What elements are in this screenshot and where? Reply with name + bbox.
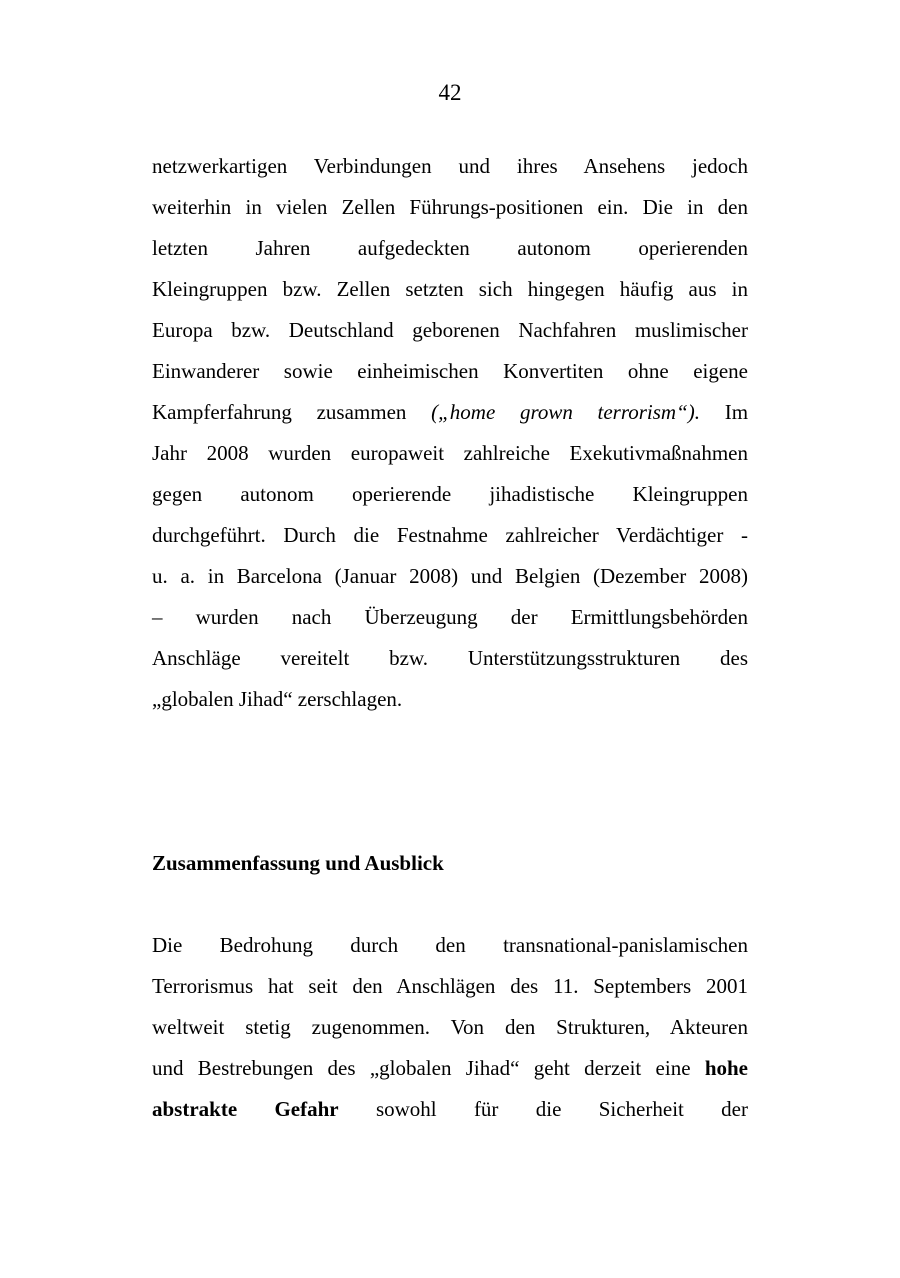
text-line: „globalen Jihad“ zerschlagen. (152, 687, 403, 711)
text-segment: Im (724, 400, 749, 424)
text-line: durchgeführt. Durch die Festnahme zahlreicher Verdächtiger - (152, 523, 748, 547)
text-line: weiterhin in vielen Zellen Führungs-positionen ein. Die in den (152, 195, 748, 219)
text-line: – wurden nach Überzeugung der Ermittlungsbehörden (152, 605, 748, 629)
text-line: Die Bedrohung durch den transnational-panislamischen (152, 933, 748, 957)
text-line: Einwanderer sowie einheimischen Konvertiten ohne eigene (152, 359, 748, 383)
bold-term: hohe (704, 1056, 749, 1080)
text-line: gegen autonom operierende jihadistische Kleingruppen (152, 482, 748, 506)
text-line: Anschläge vereitelt bzw. Unterstützungsstrukturen des (152, 646, 748, 670)
text-line: Terrorismus hat seit den Anschlägen des 11. Septembers 2001 (152, 974, 748, 998)
text-line: netzwerkartigen Verbindungen und ihres Ansehens jedoch (152, 154, 748, 178)
bold-term: abstrakte Gefahr (152, 1097, 339, 1121)
text-segment: und Bestrebungen des „globalen Jihad“ geht derzeit eine (152, 1056, 691, 1080)
section-heading: Zusammenfassung und Ausblick (152, 851, 444, 875)
text-line: weltweit stetig zugenommen. Von den Strukturen, Akteuren (152, 1015, 748, 1039)
italic-term: („home grown terrorism“). (431, 400, 701, 424)
page-number: 42 (438, 80, 462, 105)
text-line (152, 392, 748, 433)
body-paragraph (152, 925, 748, 1130)
text-line (152, 1089, 748, 1130)
text-segment: sowohl für die Sicherheit der (375, 1097, 748, 1121)
text-line: letzten Jahren aufgedeckten autonom operierenden (152, 236, 748, 260)
text-line: u. a. in Barcelona (Januar 2008) und Belgien (Dezember 2008) (152, 564, 748, 588)
text-line (152, 1048, 748, 1089)
body-paragraph (152, 146, 748, 720)
text-segment: Kampferfahrung zusammen (152, 400, 407, 424)
text-line: Jahr 2008 wurden europaweit zahlreiche Exekutivmaßnahmen (152, 441, 748, 465)
text-line: Europa bzw. Deutschland geborenen Nachfahren muslimischer (152, 318, 748, 342)
text-line: Kleingruppen bzw. Zellen setzten sich hingegen häufig aus in (152, 277, 748, 301)
